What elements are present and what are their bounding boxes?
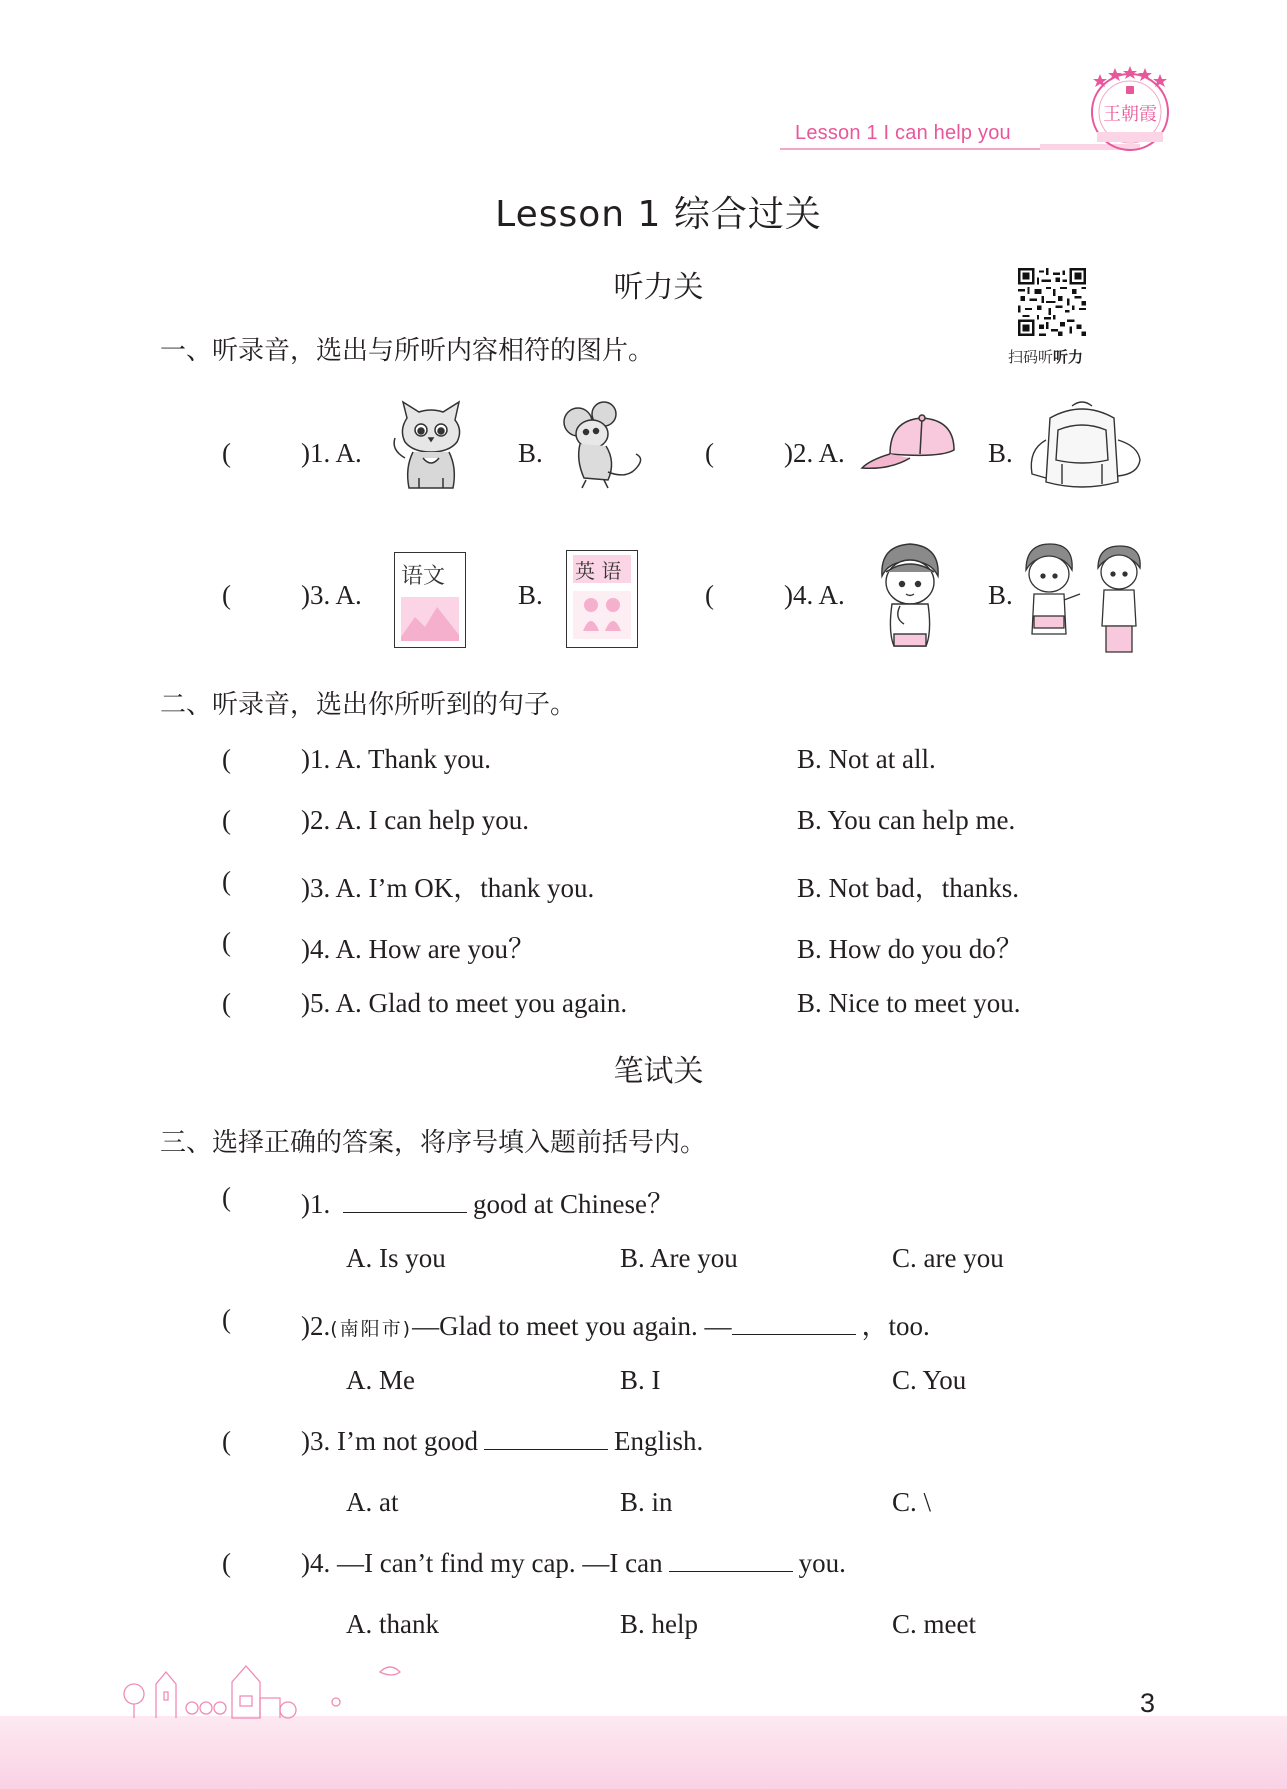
- boy-picture: [874, 542, 946, 654]
- part3-q1-option-a: A. Is you: [346, 1243, 446, 1273]
- publisher-seal-logo: [1075, 62, 1185, 154]
- english-book-picture: [566, 550, 638, 648]
- running-head: Lesson 1 I can help you: [795, 122, 1011, 144]
- svg-text:王朝霞: 王朝霞: [1103, 104, 1157, 125]
- landscape-icon: [401, 597, 459, 641]
- qr-caption-bold: 听力: [1053, 348, 1084, 366]
- written-section-title: 笔试关: [613, 1054, 704, 1089]
- part1-q2-label: )2. A.: [784, 438, 845, 468]
- part3-q2-option-c: C. You: [892, 1365, 967, 1395]
- qr-caption: [1008, 346, 1083, 367]
- part3-q4-stem: [301, 1548, 846, 1579]
- town-doodle-icon: [120, 1648, 420, 1720]
- part1-heading: 一、听录音，选出与所听内容相符的图片。: [160, 336, 655, 366]
- backpack-picture: [1022, 400, 1144, 496]
- part3-q3-after: English.: [614, 1426, 704, 1456]
- part3-q4-option-c: C. meet: [892, 1609, 976, 1639]
- part3-q3-number: )3.: [301, 1426, 331, 1456]
- cat-picture: [385, 398, 477, 494]
- children-icon: [573, 591, 631, 639]
- part2-q3-paren: (: [222, 866, 231, 896]
- part3-q2-before: —Glad to meet you again. —: [412, 1311, 732, 1341]
- part3-q4-option-a: A. thank: [346, 1609, 439, 1639]
- part3-q1-option-c: C. are you: [892, 1243, 1004, 1273]
- footer-band: [0, 1716, 1287, 1789]
- part3-q3-option-a: A. at: [346, 1487, 399, 1517]
- part1-q3-paren: (: [222, 580, 231, 610]
- part3-heading: 三、选择正确的答案，将序号填入题前括号内。: [160, 1128, 707, 1158]
- part2-q4-paren: (: [222, 927, 231, 957]
- part3-q3-before: I’m not good: [337, 1426, 478, 1456]
- part2-q1-option-a: )1. A. Thank you.: [301, 744, 491, 774]
- part3-q2-number: )2.: [301, 1311, 331, 1341]
- part2-q5-option-a: )5. A. Glad to meet you again.: [301, 988, 628, 1018]
- part3-q1-option-b: B. Are you: [620, 1243, 738, 1273]
- header-rule: [780, 148, 1080, 150]
- chinese-book-picture: [394, 552, 466, 648]
- cap-picture: [860, 410, 960, 476]
- part3-q4-before: —I can’t find my cap. —I can: [337, 1548, 663, 1578]
- listening-section-title: 听力关: [613, 270, 704, 305]
- part3-q3-paren: (: [222, 1426, 231, 1456]
- part1-q4-label: )4. A.: [784, 580, 845, 610]
- part1-q4-paren: (: [705, 580, 714, 610]
- part2-q1-option-b: B. Not at all.: [797, 744, 936, 774]
- qr-caption-prefix: 扫码听: [1008, 348, 1054, 366]
- source-note: (南阳市): [330, 1318, 413, 1340]
- part3-q2-after: ，too.: [861, 1311, 930, 1341]
- part1-q2-paren: (: [705, 438, 714, 468]
- part3-q4-number: )4.: [301, 1548, 331, 1578]
- part1-q3-label: )3. A.: [301, 580, 362, 610]
- part1-q2-b: B.: [988, 438, 1013, 468]
- part2-q5-paren: (: [222, 988, 231, 1018]
- part3-q2-option-b: B. I: [620, 1365, 661, 1395]
- answer-blank[interactable]: [732, 1312, 856, 1335]
- part2-heading: 二、听录音，选出你所听到的句子。: [160, 690, 577, 720]
- part3-q2-option-a: A. Me: [346, 1365, 415, 1395]
- part2-q4-option-a: )4. A. How are you？: [301, 934, 535, 964]
- answer-blank[interactable]: [669, 1549, 793, 1572]
- part2-q4-option-b: B. How do you do？: [797, 934, 1023, 964]
- part1-q1-b: B.: [518, 438, 543, 468]
- part3-q1-number: )1.: [301, 1189, 331, 1219]
- part3-q3-stem: [301, 1426, 703, 1457]
- mouse-picture: [558, 400, 648, 492]
- qr-code-icon: [1018, 268, 1086, 336]
- part3-q4-paren: (: [222, 1548, 231, 1578]
- part2-q3-option-a: )3. A. I’m OK，thank you.: [301, 873, 595, 903]
- part2-q2-option-a: )2. A. I can help you.: [301, 805, 529, 835]
- part3-q4-option-b: B. help: [620, 1609, 698, 1639]
- part3-q3-option-b: B. in: [620, 1487, 673, 1517]
- part2-q5-option-b: B. Nice to meet you.: [797, 988, 1021, 1018]
- part3-q4-after: you.: [798, 1548, 846, 1578]
- part2-q2-paren: (: [222, 805, 231, 835]
- part1-q1-paren: (: [222, 438, 231, 468]
- answer-blank[interactable]: [484, 1427, 608, 1450]
- part3-q1-after: good at Chinese？: [473, 1189, 674, 1219]
- part2-q2-option-b: B. You can help me.: [797, 805, 1016, 835]
- part1-q1-label: )1. A.: [301, 438, 362, 468]
- page-title: Lesson 1 综合过关: [495, 194, 822, 235]
- part3-q3-option-c: C. \: [892, 1487, 932, 1517]
- part2-q3-option-b: B. Not bad，thanks.: [797, 873, 1019, 903]
- part3-q1-paren: (: [222, 1182, 231, 1212]
- part1-q4-b: B.: [988, 580, 1013, 610]
- part3-q1-stem: [301, 1182, 674, 1221]
- two-boys-picture: [1020, 540, 1150, 656]
- page-number: 3: [1140, 1688, 1156, 1718]
- part1-q3-b: B.: [518, 580, 543, 610]
- part3-q2-stem: [301, 1304, 930, 1343]
- english-book-title: 英 语: [575, 559, 622, 583]
- answer-blank[interactable]: [343, 1190, 467, 1213]
- part2-q1-paren: (: [222, 744, 231, 774]
- part3-q2-paren: (: [222, 1304, 231, 1334]
- chinese-book-title: 语文: [401, 564, 446, 589]
